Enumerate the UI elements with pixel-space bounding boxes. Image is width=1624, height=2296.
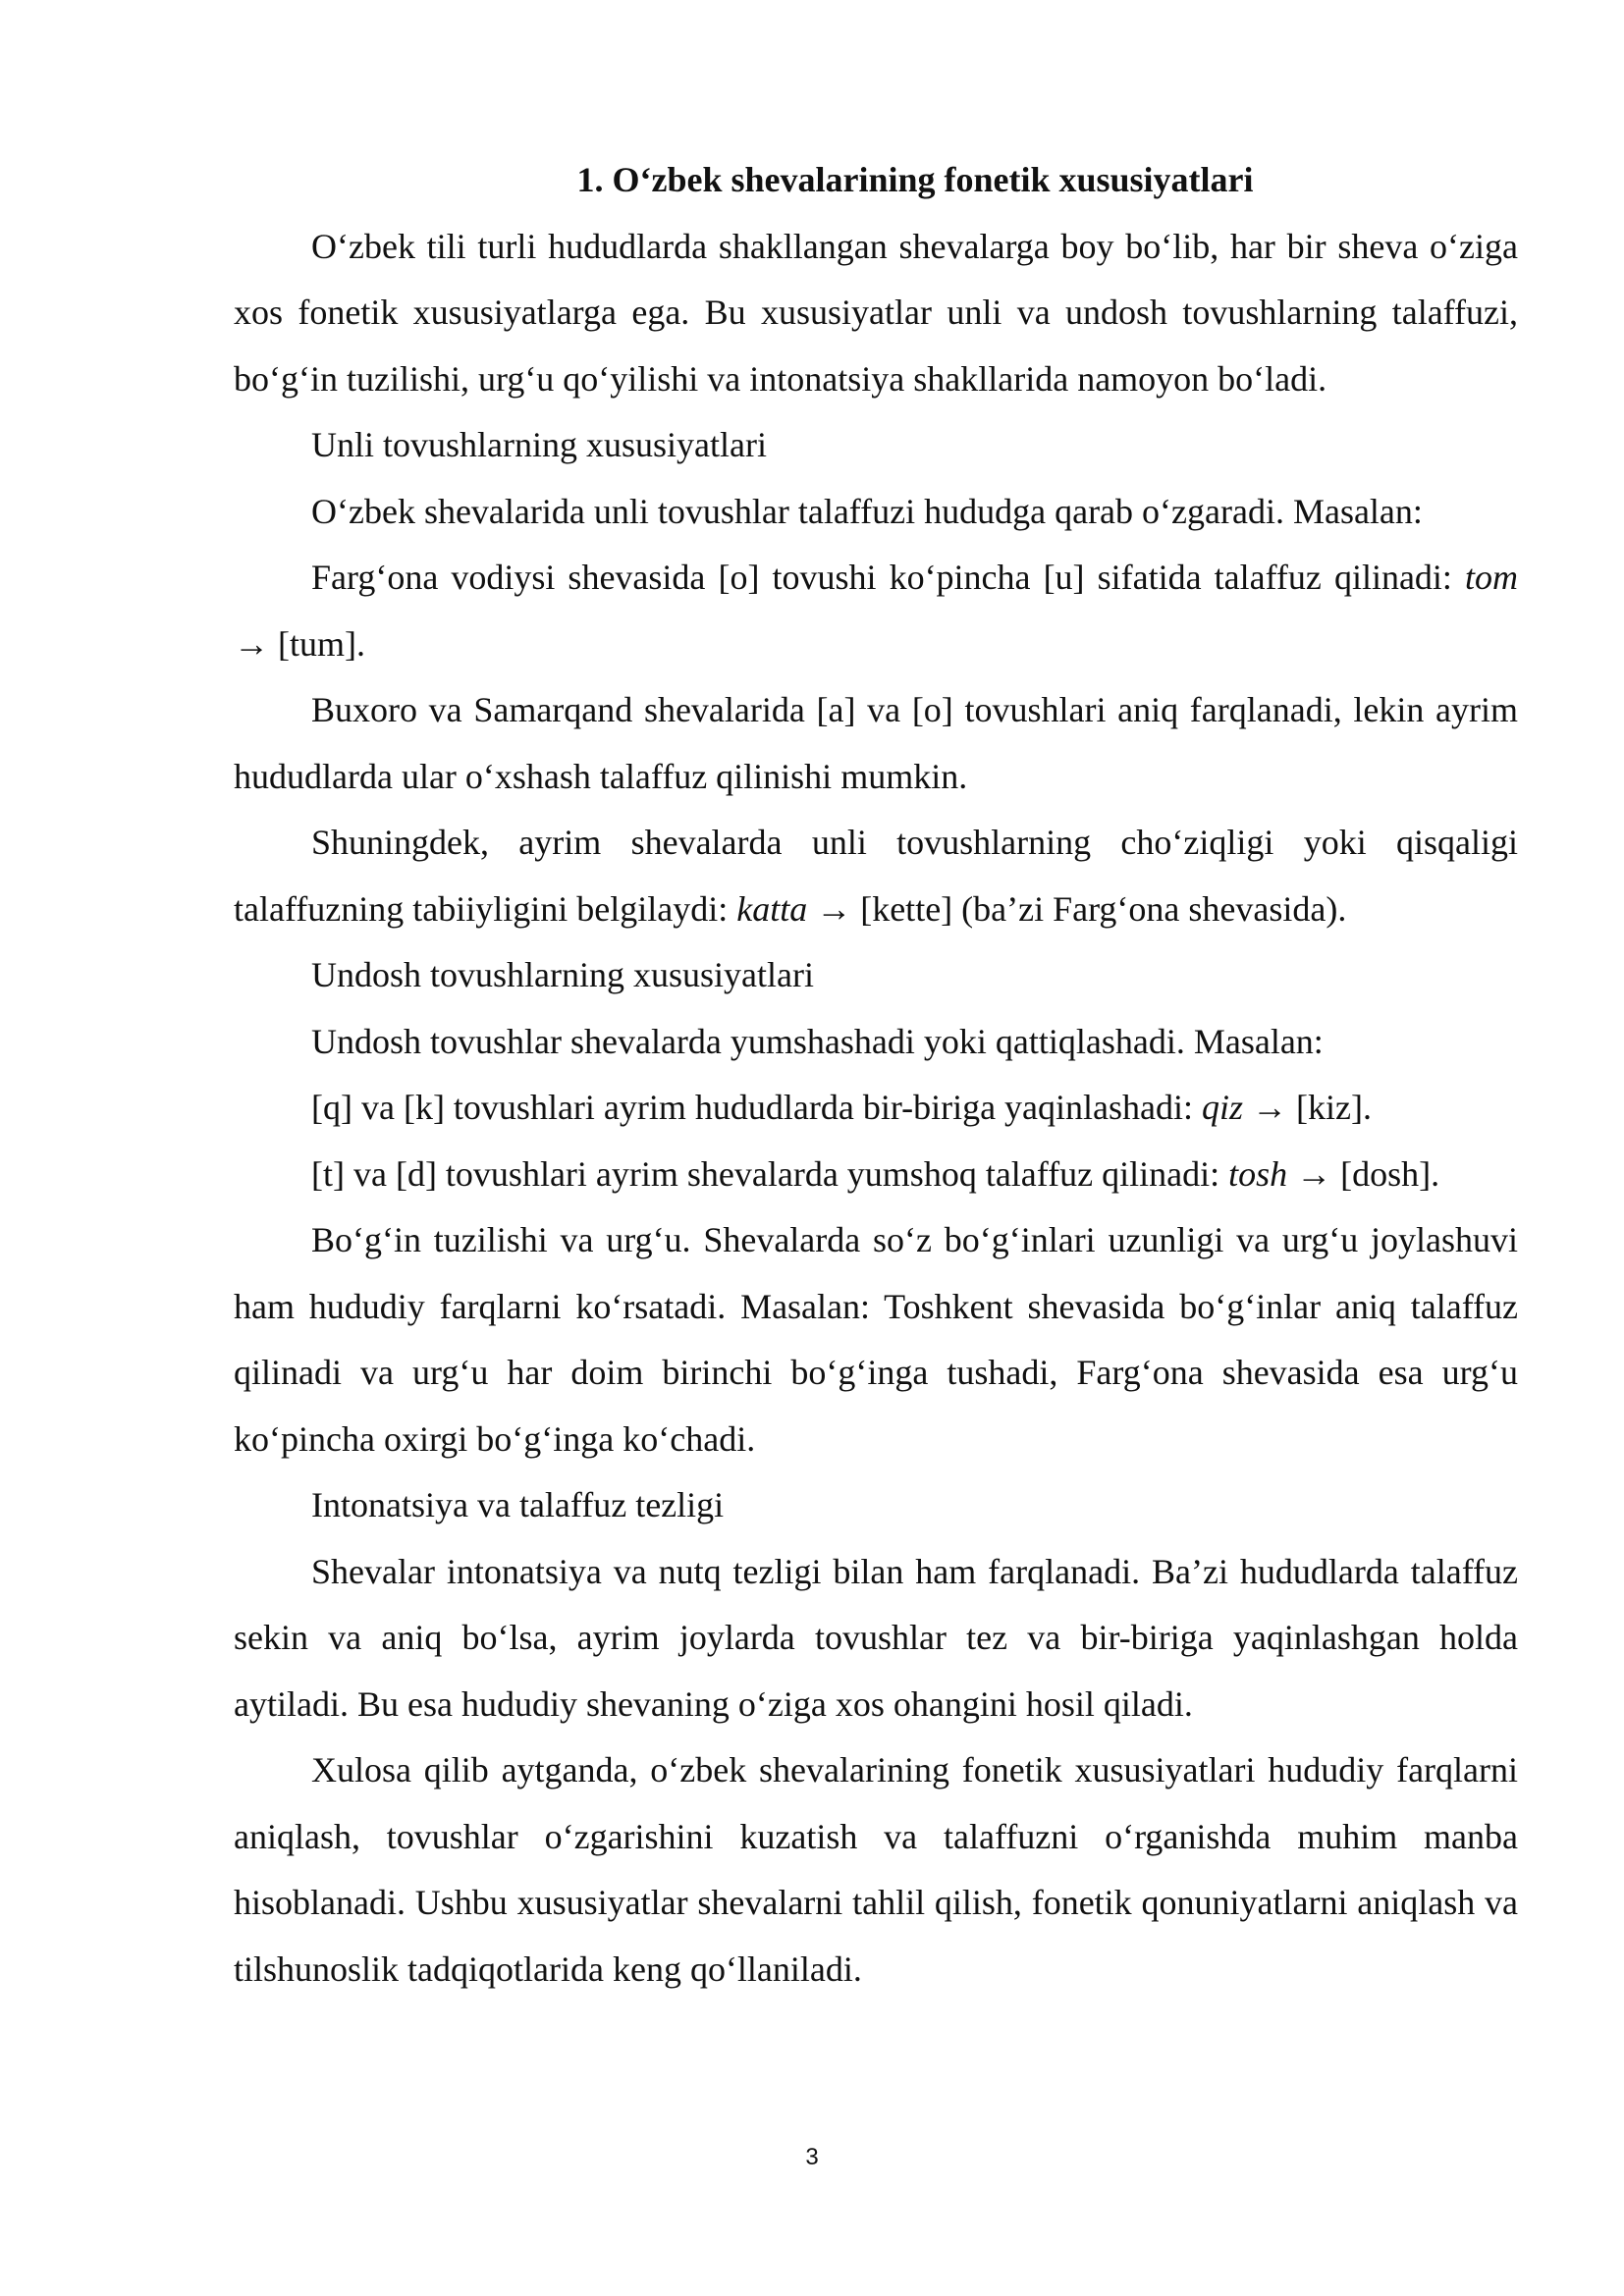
example-word: qiz (1202, 1088, 1244, 1127)
consonants-intro-paragraph: Undosh tovushlar shevalarda yumshashadi yoki qattiqlashadi. Masalan: (311, 1021, 1324, 1061)
subheading-intonation: Intonatsiya va talaffuz tezligi (311, 1485, 725, 1524)
intonation-paragraph: Shevalar intonatsiya va nutq tezligi bilan ham farqlanadi. Ba’zi hududlarda talaffuz sekin va aniq bo‘lsa, ayrim joylarda tovushlar tez va bir-biriga yaqinlashgan holda aytiladi. Bu esa hududiy shevaning o‘ziga xos ohangini hosil qiladi. (234, 1551, 1518, 1724)
bukhara-samarkand-paragraph: Buxoro va Samarqand shevalarida [a] va [o] tovushlari aniq farqlanadi, lekin ayrim hududlarda ular o‘xshash talaffuz qilinishi mumkin. (234, 690, 1518, 796)
text-segment: Farg‘ona vodiysi shevasida [o] tovushi ko‘pincha [u] sifatida talaffuz qilinadi: (311, 558, 1465, 597)
t-d-paragraph (234, 1142, 1518, 1208)
vowel-length-paragraph (234, 810, 1518, 942)
text-segment: → [kette] (ba’zi Farg‘ona shevasida). (807, 888, 1347, 929)
page-number: 3 (805, 2144, 819, 2170)
example-word: tom (1465, 558, 1518, 597)
q-k-paragraph (234, 1075, 1518, 1142)
subheading-consonants: Undosh tovushlarning xususiyatlari (311, 955, 814, 994)
intro-paragraph: O‘zbek tili turli hududlarda shakllangan shevalarga boy bo‘lib, har bir sheva o‘ziga xos fonetik xususiyatlarga ega. Bu xususiyatlar unli va undosh tovushlarning talaffuzi, bo‘g‘in tuzilishi, urg‘u qo‘yilishi va intonatsiya shakllarida namoyon bo‘ladi. (234, 226, 1518, 399)
fergana-vowel-paragraph (234, 545, 1518, 677)
syllable-stress-paragraph: Bo‘g‘in tuzilishi va urg‘u. Shevalarda so‘z bo‘g‘inlari uzunligi va urg‘u joylashuvi ham hududiy farqlarni ko‘rsatadi. Masalan: Toshkent shevasida bo‘g‘inlar aniq talaffuz qilinadi va urg‘u har doim birinchi bo‘g‘inga tushadi, Farg‘ona shevasida esa urg‘u ko‘pincha oxirgi bo‘g‘inga ko‘chadi. (234, 1220, 1518, 1459)
document-page (234, 147, 1518, 2002)
example-word: katta (736, 888, 808, 929)
text-segment: Shuningdek, ayrim shevalarda unli tovushlarning cho‘ziqligi yoki qisqaligi talaffuzning tabiiyligini belgilaydi: (234, 823, 1518, 929)
text-segment: → [dosh]. (1287, 1153, 1440, 1194)
text-segment: [q] va [k] tovushlari ayrim hududlarda bir-biriga yaqinlashadi: (311, 1088, 1203, 1127)
section-heading: 1. O‘zbek shevalarining fonetik xususiyatlari (576, 160, 1254, 199)
text-segment: → [tum]. (234, 623, 365, 664)
vowels-intro-paragraph: O‘zbek shevalarida unli tovushlar talaffuzi hududga qarab o‘zgaradi. Masalan: (311, 491, 1423, 531)
conclusion-paragraph: Xulosa qilib aytganda, o‘zbek shevalarining fonetik xususiyatlari hududiy farqlarni aniqlash, tovushlar o‘zgarishini kuzatish va talaffuzni o‘rganishda muhim manba hisoblanadi. Ushbu xususiyatlar shevalarni tahlil qilish, fonetik qonuniyatlarni aniqlash va tilshunoslik tadqiqotlarida keng qo‘llaniladi. (234, 1750, 1518, 1989)
example-word: tosh (1228, 1153, 1288, 1194)
subheading-vowels: Unli tovushlarning xususiyatlari (311, 425, 767, 464)
text-segment: [t] va [d] tovushlari ayrim shevalarda yumshoq talaffuz qilinadi: (311, 1153, 1229, 1194)
text-segment: → [kiz]. (1243, 1088, 1372, 1127)
